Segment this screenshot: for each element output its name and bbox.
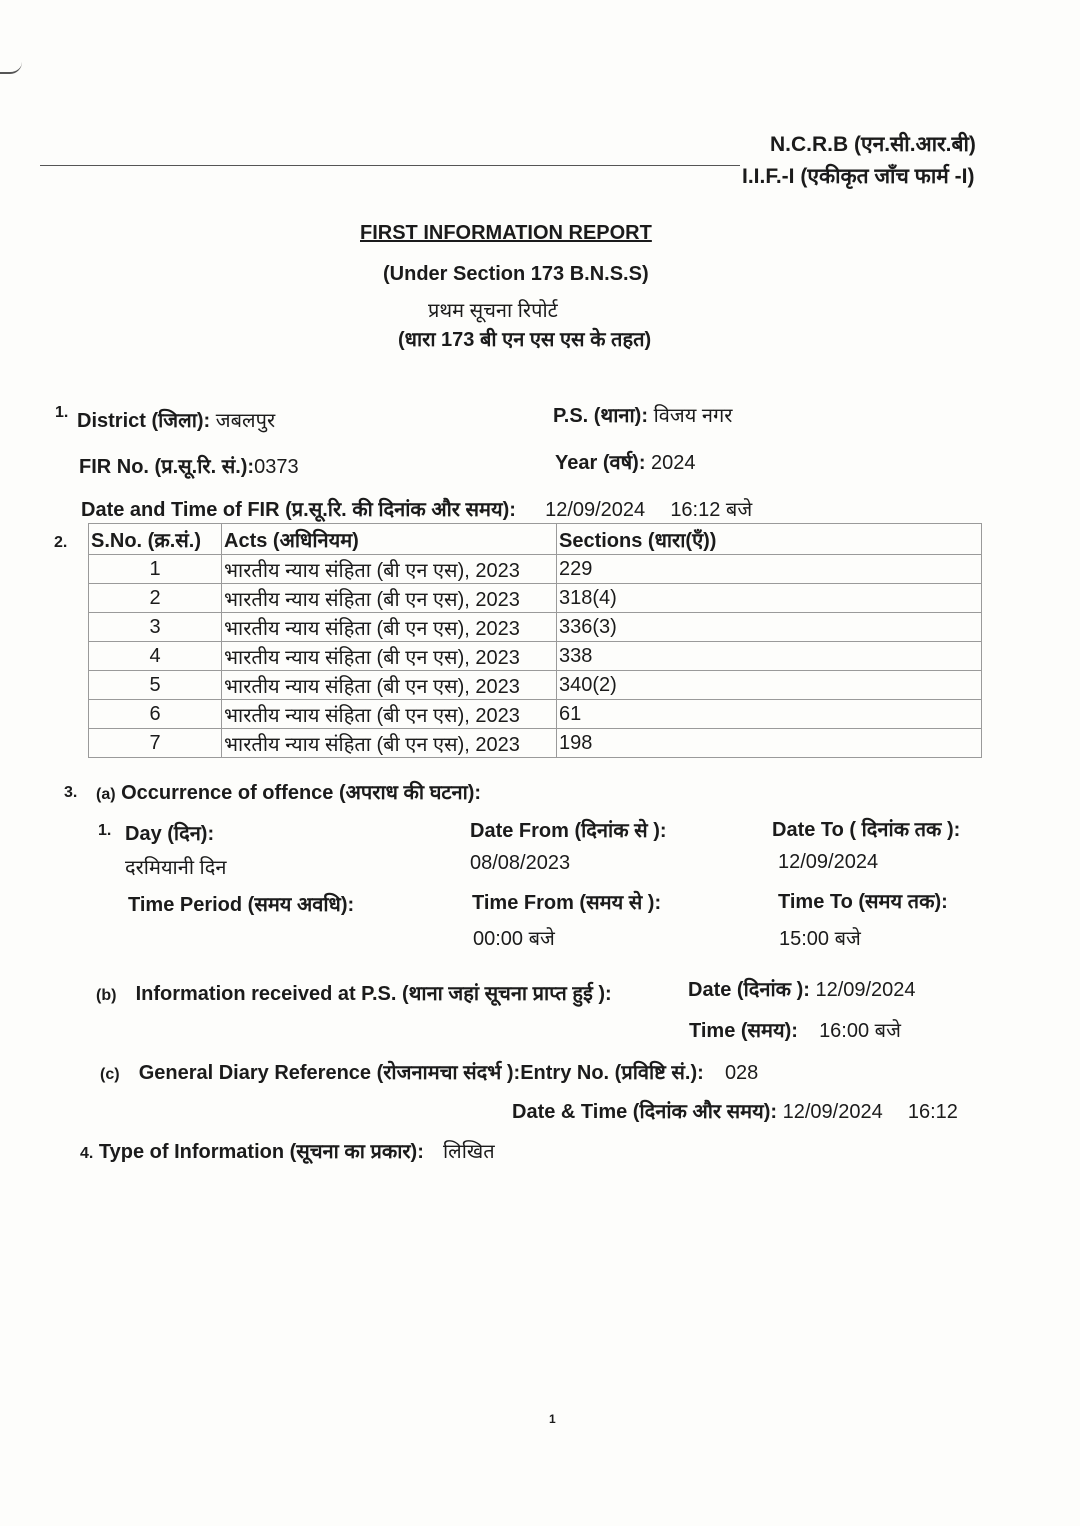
row-act: भारतीय न्याय संहिता (बी एन एस), 2023 <box>222 671 557 700</box>
row-sno: 5 <box>89 671 222 700</box>
district-label: District (जिला): <box>77 410 211 432</box>
year-value: 2024 <box>651 452 696 474</box>
year-row <box>555 448 696 475</box>
info-received-row <box>96 979 612 1006</box>
row-act: भारतीय न्याय संहिता (बी एन एस), 2023 <box>222 700 557 729</box>
info-received-title: Information received at P.S. (थाना जहां सूचना प्राप्त हुई ): <box>135 983 612 1005</box>
info-type-row <box>80 1137 495 1164</box>
ps-label: P.S. (थाना): <box>553 405 648 427</box>
district-row <box>77 406 275 433</box>
row-section: 340(2) <box>557 671 982 700</box>
row-section: 229 <box>557 555 982 584</box>
header-sno: S.No. (क्र.सं.) <box>89 524 222 555</box>
info-type-value: लिखित <box>443 1141 495 1163</box>
header-acts: Acts (अधिनियम) <box>222 524 557 555</box>
table-row <box>89 613 982 642</box>
date-from-value: 08/08/2023 <box>470 852 571 874</box>
date-to-label: Date To ( दिनांक तक ): <box>772 819 961 841</box>
row-act: भारतीय न्याय संहिता (बी एन एस), 2023 <box>222 729 557 758</box>
gd-reference-title: General Diary Reference (रोजनामचा संदर्भ ): <box>138 1062 521 1084</box>
table-header-row <box>89 524 982 555</box>
fir-value: 0373 <box>254 456 299 478</box>
info-received-time-value: 16:00 बजे <box>819 1020 901 1042</box>
item1-number: 1. <box>55 404 69 421</box>
date-to-value: 12/09/2024 <box>778 851 879 873</box>
row-section: 338 <box>557 642 982 671</box>
table-row <box>89 584 982 613</box>
time-to-label: Time To (समय तक): <box>778 891 948 913</box>
occurrence-title: Occurrence of offence (अपराध की घटना): <box>121 782 482 804</box>
row-sno: 3 <box>89 613 222 642</box>
info-received-time-row <box>689 1016 901 1043</box>
row-act: भारतीय न्याय संहिता (बी एन एस), 2023 <box>222 555 557 584</box>
occurrence-a-label: (a) <box>96 786 116 803</box>
row-section: 61 <box>557 700 982 729</box>
fir-row <box>79 452 299 479</box>
page-number: 1 <box>549 1412 556 1426</box>
time-period-label: Time Period (समय अवधि): <box>128 894 355 916</box>
district-value: जबलपुर <box>215 410 276 432</box>
day-value: दरमियानी दिन <box>125 857 227 879</box>
info-received-date-value: 12/09/2024 <box>815 979 916 1001</box>
margin-mark <box>0 62 22 74</box>
item4-number: 4. <box>80 1145 94 1162</box>
row-act: भारतीय न्याय संहिता (बी एन एस), 2023 <box>222 584 557 613</box>
year-label: Year (वर्ष): <box>555 452 646 474</box>
info-received-date-row <box>688 975 916 1002</box>
gd-date-value: 12/09/2024 <box>782 1101 883 1123</box>
report-title: FIRST INFORMATION REPORT <box>360 222 652 244</box>
ps-value: विजय नगर <box>653 405 733 427</box>
gd-reference-row <box>100 1058 758 1085</box>
time-from-value: 00:00 बजे <box>473 928 555 950</box>
ps-row <box>553 401 732 428</box>
time-from-label: Time From (समय से ): <box>472 892 662 914</box>
occurrence-sub-number: 1. <box>98 822 112 839</box>
table-row <box>89 555 982 584</box>
row-section: 198 <box>557 729 982 758</box>
item2-number: 2. <box>54 534 68 551</box>
time-to-value: 15:00 बजे <box>779 928 861 950</box>
gd-datetime-row <box>512 1097 958 1124</box>
row-sno: 7 <box>89 729 222 758</box>
item3-number: 3. <box>64 784 78 801</box>
table-row <box>89 729 982 758</box>
report-hindi-title: प्रथम सूचना रिपोर्ट <box>428 300 558 322</box>
info-received-time-label: Time (समय): <box>689 1020 798 1042</box>
row-sno: 2 <box>89 584 222 613</box>
day-label: Day (दिन): <box>125 823 215 845</box>
row-section: 318(4) <box>557 584 982 613</box>
fir-datetime-row <box>81 495 752 522</box>
report-hindi-section: (धारा 173 बी एन एस एस के तहत) <box>398 329 652 351</box>
row-sno: 4 <box>89 642 222 671</box>
acts-sections-table <box>88 523 982 758</box>
table-row <box>89 642 982 671</box>
header-rule <box>40 165 740 166</box>
gd-c-label: (c) <box>100 1066 120 1083</box>
iif-header: I.I.F.-I (एकीकृत जाँच फार्म -I) <box>742 165 975 188</box>
gd-entry-value: 028 <box>724 1062 759 1084</box>
info-type-label: Type of Information (सूचना का प्रकार): <box>98 1141 424 1163</box>
fir-label: FIR No. (प्र.सू.रि. सं.): <box>79 456 255 478</box>
info-received-b-label: (b) <box>96 987 117 1004</box>
table-row <box>89 671 982 700</box>
row-act: भारतीय न्याय संहिता (बी एन एस), 2023 <box>222 642 557 671</box>
gd-datetime-label: Date & Time (दिनांक और समय): <box>512 1101 778 1123</box>
header-sections: Sections (धारा(एँ)) <box>557 524 982 555</box>
table-row <box>89 700 982 729</box>
info-received-date-label: Date (दिनांक ): <box>688 979 810 1001</box>
gd-entry-label: Entry No. (प्रविष्टि सं.): <box>520 1062 704 1084</box>
row-act: भारतीय न्याय संहिता (बी एन एस), 2023 <box>222 613 557 642</box>
ncrb-header: N.C.R.B (एन.सी.आर.बी) <box>770 133 976 156</box>
date-from-label: Date From (दिनांक से ): <box>470 820 667 842</box>
report-under-section: (Under Section 173 B.N.S.S) <box>383 263 649 285</box>
fir-datetime-date: 12/09/2024 <box>545 499 646 521</box>
gd-time-value: 16:12 <box>907 1101 958 1123</box>
fir-datetime-time: 16:12 बजे <box>670 499 753 521</box>
occurrence-heading <box>96 778 481 805</box>
row-sno: 6 <box>89 700 222 729</box>
fir-datetime-label: Date and Time of FIR (प्र.सू.रि. की दिनांक और समय): <box>81 499 516 521</box>
row-section: 336(3) <box>557 613 982 642</box>
row-sno: 1 <box>89 555 222 584</box>
